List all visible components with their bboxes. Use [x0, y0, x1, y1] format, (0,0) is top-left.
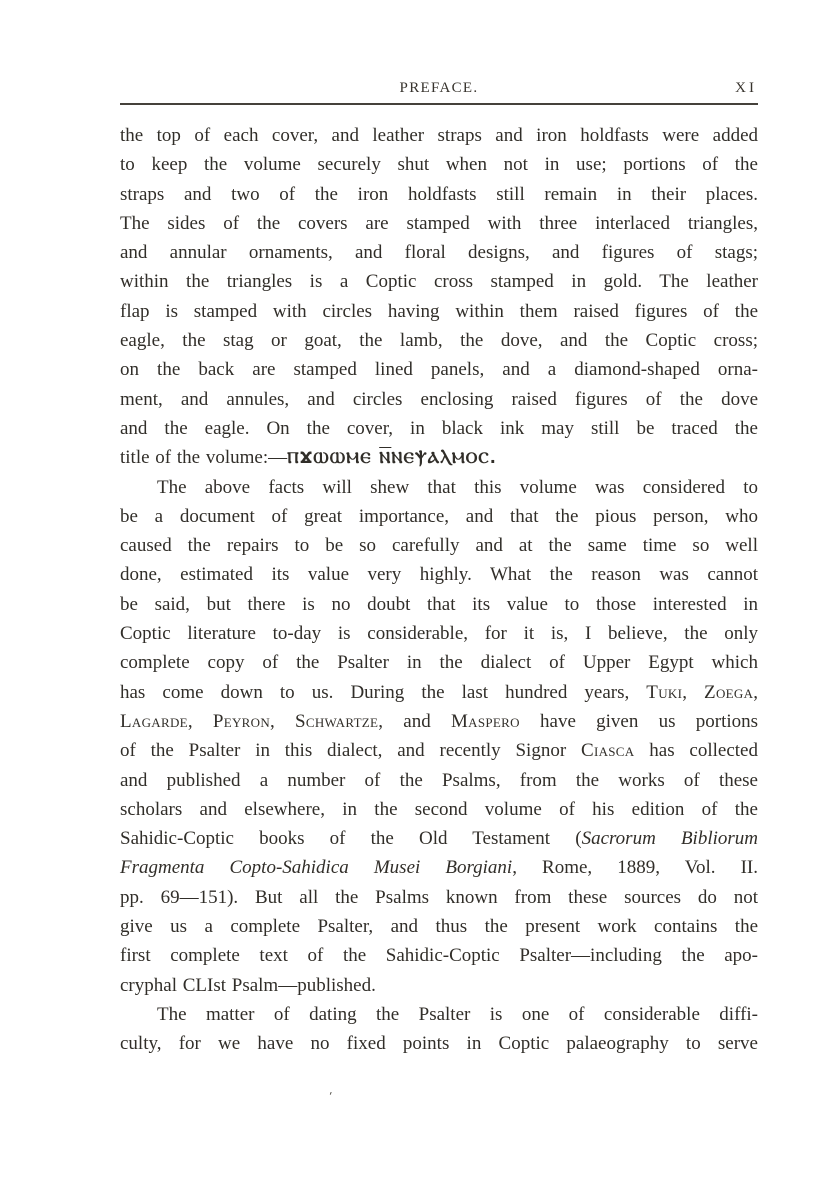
text-run: ment, and annules, and circles enclosing raised figures of the dove	[120, 388, 758, 410]
text-run: first complete text of the Sahidic-Coptic Psalter—including the apo-	[120, 945, 758, 967]
text-block	[120, 0, 758, 1191]
text-run: Coptic literature to-day is considerable, for it is, I believe, the only	[120, 623, 758, 645]
text-run: Peyron	[212, 710, 271, 732]
text-run: ,	[187, 710, 213, 732]
text-run: Sacrorum Bibliorum	[581, 828, 758, 850]
text-run: be said, but there is no doubt that its value to those interested in	[120, 593, 758, 615]
text-run: the top of each cover, and leather straps and iron holdfasts were added	[120, 125, 758, 146]
text-run: has come down to us. During the last hundred years,	[120, 681, 647, 703]
text-line	[120, 297, 758, 326]
text-line	[120, 795, 758, 824]
text-run: Ciasca	[580, 740, 635, 762]
text-run: and annular ornaments, and floral designs, and figures of stags;	[120, 242, 758, 264]
text-line	[120, 209, 758, 238]
coptic-title-text: ⲚⲈⲮⲀⲖⲘⲞⲤ.	[391, 448, 497, 468]
text-line	[120, 707, 758, 736]
coptic-title-text: Ⲛ	[379, 448, 392, 468]
text-run: Zoega	[704, 681, 754, 703]
text-line	[120, 560, 758, 589]
text-run: Schwartze	[295, 710, 379, 732]
text-line	[120, 736, 758, 765]
text-line	[120, 531, 758, 560]
text-line	[120, 971, 758, 1000]
text-line	[120, 326, 758, 355]
text-run: scholars and elsewhere, in the second volume of his edition of the	[120, 798, 758, 820]
text-run: give us a complete Psalter, and thus the present work contains the	[120, 916, 758, 938]
text-run: pp. 69—151). But all the Psalms known from these sources do not	[120, 886, 758, 908]
text-run: The above facts will shew that this volume was considered to	[157, 476, 758, 498]
text-line	[120, 238, 758, 267]
text-line	[120, 853, 758, 882]
stray-ink-mark: ′	[327, 1088, 333, 1104]
text-line	[120, 941, 758, 970]
text-line	[120, 150, 758, 179]
text-line	[120, 1029, 758, 1058]
text-run: The matter of dating the Psalter is one of considerable diffi-	[157, 1003, 758, 1025]
text-run: and the eagle. On the cover, in black ink may still be traced the	[120, 417, 758, 439]
text-run: eagle, the stag or goat, the lamb, the dove, and the Coptic cross;	[120, 330, 758, 352]
text-line	[120, 678, 758, 707]
text-run: ,	[753, 681, 759, 703]
text-run: Fragmenta Copto-Sahidica Musei Borgiani	[120, 857, 513, 879]
text-run: has collected	[634, 740, 758, 762]
paragraph	[120, 121, 758, 473]
text-line	[120, 121, 758, 150]
text-line	[120, 883, 758, 912]
text-line	[120, 473, 758, 502]
text-run: Lagarde	[120, 710, 188, 732]
text-line	[120, 502, 758, 531]
text-line	[120, 648, 758, 677]
text-run: done, estimated its value very highly. What the reason was cannot	[120, 564, 758, 586]
text-run: within the triangles is a Coptic cross stamped in gold. The leather	[120, 271, 758, 293]
text-line	[120, 414, 758, 443]
page-number: XI	[735, 80, 757, 96]
text-run: have given us portions	[519, 710, 759, 732]
text-run: title of the volume:—	[120, 447, 288, 469]
text-run: The sides of the covers are stamped with three interlaced triangles,	[120, 212, 758, 234]
text-line	[120, 590, 758, 619]
text-run: Sahidic-Coptic books of the Old Testament (	[120, 828, 582, 850]
text-line	[120, 443, 758, 472]
text-run: to keep the volume securely shut when not in use; portions of the	[120, 154, 758, 176]
text-line	[120, 912, 758, 941]
text-run: Tuki	[646, 681, 683, 703]
text-run: complete copy of the Psalter in the dialect of Upper Egypt which	[120, 652, 758, 674]
text-run: caused the repairs to be so carefully and at the same time so well	[120, 535, 758, 557]
coptic-title-text: ⲠϪⲰⲰⲘⲈ	[287, 448, 380, 468]
running-header-title: PREFACE.	[399, 80, 479, 96]
paragraph	[120, 473, 758, 1000]
text-run: straps and two of the iron holdfasts still remain in their places.	[120, 183, 758, 205]
text-run: ,	[270, 710, 296, 732]
page-body	[120, 121, 758, 1059]
text-line	[120, 1000, 758, 1029]
text-run: on the back are stamped lined panels, and a diamond-shaped orna-	[120, 359, 758, 381]
text-run: be a document of great importance, and that the pious person, who	[120, 505, 758, 527]
header-rule	[120, 103, 758, 105]
text-line	[120, 355, 758, 384]
text-line	[120, 180, 758, 209]
text-run: , Rome, 1889, Vol. II.	[512, 857, 758, 879]
text-run: of the Psalter in this dialect, and recently Signor	[120, 740, 581, 762]
running-header	[120, 80, 758, 102]
text-line	[120, 766, 758, 795]
text-run: flap is stamped with circles having within them raised figures of the	[120, 300, 758, 322]
text-run: , and	[378, 710, 451, 732]
text-run: Maspero	[450, 710, 520, 732]
text-line	[120, 619, 758, 648]
paragraph	[120, 1000, 758, 1059]
text-line	[120, 267, 758, 296]
text-run: and published a number of the Psalms, from the works of these	[120, 769, 758, 791]
text-line	[120, 385, 758, 414]
text-line	[120, 824, 758, 853]
text-run: cryphal CLIst Psalm—published.	[120, 974, 376, 996]
text-run: culty, for we have no fixed points in Coptic palaeography to serve	[120, 1033, 758, 1055]
text-run: ,	[682, 681, 705, 703]
